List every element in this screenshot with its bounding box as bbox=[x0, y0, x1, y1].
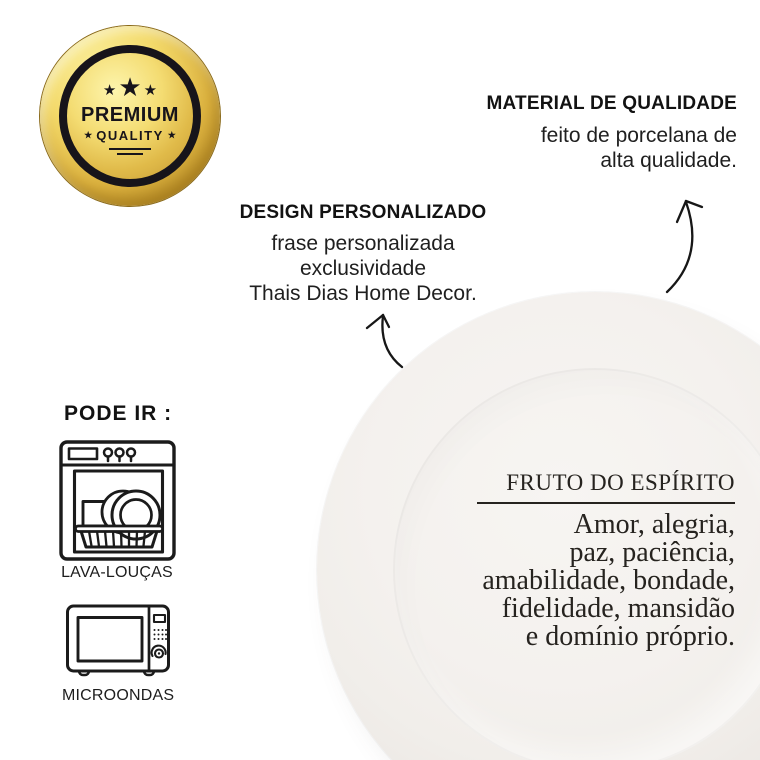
capabilities-title: PODE IR : bbox=[64, 402, 173, 425]
microwave-item bbox=[62, 604, 174, 705]
star-icon: ★ bbox=[102, 81, 117, 99]
design-curved-arrow-up-icon bbox=[367, 315, 402, 367]
plate-quote-title: FRUTO DO ESPÍRITO bbox=[506, 470, 735, 495]
design-title: DESIGN PERSONALIZADO bbox=[239, 202, 487, 223]
badge-inner-ring bbox=[59, 45, 201, 187]
material-annotation bbox=[487, 93, 738, 173]
plate-quote-line: Amor, alegria, bbox=[573, 509, 735, 540]
microwave-label: MICROONDAS bbox=[62, 687, 175, 704]
badge-underline bbox=[117, 153, 143, 155]
badge-subtitle-label: QUALITY bbox=[96, 128, 164, 143]
microwave-icon bbox=[65, 604, 171, 680]
star-icon: ★ bbox=[143, 81, 158, 99]
dishwasher-icon bbox=[59, 440, 176, 561]
plate-quote-underline bbox=[477, 470, 735, 504]
design-annotation bbox=[225, 202, 501, 306]
badge-subtitle bbox=[80, 129, 180, 142]
star-icon: ★ bbox=[118, 72, 142, 102]
design-line: frase personalizada bbox=[271, 231, 455, 255]
plate-quote-line: amabilidade, bondade, bbox=[482, 565, 735, 596]
material-line: feito de porcelana de bbox=[540, 123, 737, 147]
badge-stars-icon bbox=[102, 72, 158, 103]
material-line: alta qualidade. bbox=[600, 148, 737, 172]
design-line: Thais Dias Home Decor. bbox=[249, 281, 477, 305]
material-title: MATERIAL DE QUALIDADE bbox=[486, 93, 737, 114]
dishwasher-item bbox=[58, 440, 176, 582]
badge-underline bbox=[109, 148, 151, 150]
premium-quality-badge bbox=[40, 26, 220, 206]
plate-quote-line: e domínio próprio. bbox=[525, 621, 735, 652]
dishwasher-label: LAVA-LOUÇAS bbox=[61, 564, 173, 581]
star-icon: ★ bbox=[84, 130, 93, 140]
badge-title: PREMIUM bbox=[81, 104, 179, 126]
material-curved-arrow-up-icon bbox=[667, 201, 702, 292]
star-icon: ★ bbox=[167, 130, 176, 140]
plate-quote-line: paz, paciência, bbox=[569, 537, 735, 568]
design-line: exclusividade bbox=[299, 256, 427, 280]
plate-quote bbox=[415, 470, 735, 651]
plate-quote-line: fidelidade, mansidão bbox=[501, 593, 735, 624]
